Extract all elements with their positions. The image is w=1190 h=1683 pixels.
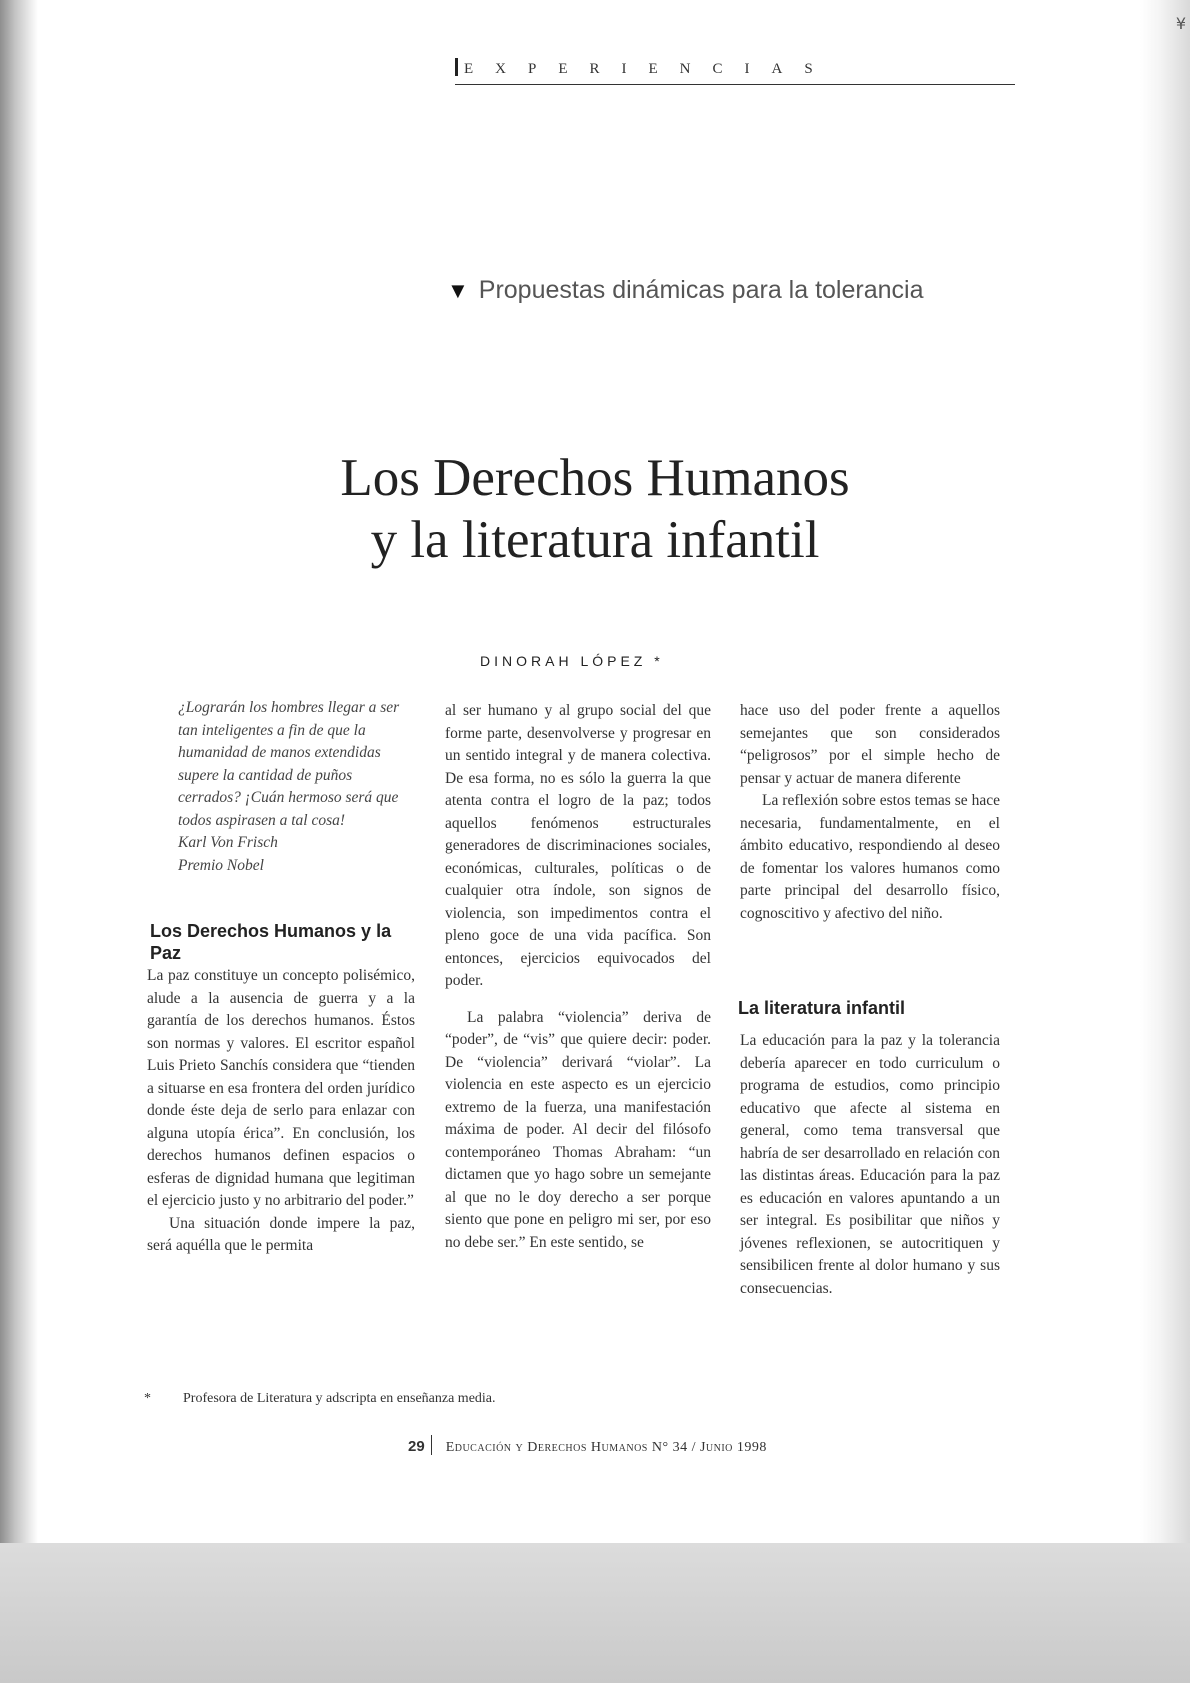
column-1 <box>147 965 415 1258</box>
scan-left-shadow <box>0 0 38 1683</box>
paragraph: hace uso del poder frente a aquellos semejantes que son considerados “peligrosos” por el simple hecho de pensar y actuar de manera diferente <box>740 702 1000 787</box>
section-header-label: EXPERIENCIAS <box>464 61 835 77</box>
section-heading-literatura-infantil: La literatura infantil <box>738 998 906 1018</box>
section-heading-derechos-paz: Los Derechos Humanos y la Paz <box>150 921 392 963</box>
paragraph: La reflexión sobre estos temas se hace necesaria, fundamentalmente, en el ámbito educativo, respondiendo al deseo de fomentar los valores humanos como parte principal del desarrollo físico, cognoscitivo y afectivo del niño. <box>740 792 1000 922</box>
column-3 <box>740 700 1000 925</box>
epigraph-quote: ¿Lograrán los hombres llegar a ser tan inteligentes a fin de que la humanidad de manos extendidas supere la cantidad de puños cerrados? ¡Cuán hermoso será que todos aspirasen a tal cosa! <box>178 699 400 829</box>
footer-separator <box>431 1435 432 1455</box>
corner-mark: ¥ <box>1175 14 1186 33</box>
paragraph: La educación para la paz y la tolerancia debería aparecer en todo curriculum o programa de estudios, como principio educativo que afecte al sistema en general, como tema transversal que habría de ser desarrollado en relación con las distintas áreas. Educación para la paz es educación en valores apuntando a un ser integral. Es posibilitar que niños y jóvenes reflexionen, se autocritiquen y sensibilicen frente al dolor humano y sus consecuencias. <box>740 1032 1000 1297</box>
page-number: 29 <box>408 1438 425 1455</box>
title-line-1: Los Derechos Humanos <box>340 449 850 507</box>
title-line-2: y la literatura infantil <box>370 511 820 569</box>
epigraph-author: Karl Von Frisch <box>178 834 278 851</box>
kicker-text: Propuestas dinámicas para la tolerancia <box>478 276 924 304</box>
page-footer <box>408 1435 828 1456</box>
paragraph: La palabra “violencia” deriva de “poder”, de “vis” que quiere decir: poder. De “violencia” derivará “violar”. La violencia en este aspecto es un ejercicio extremo de la fuerza, una manifestación máxima de poder. Al decir del filósofo contemporáneo Thomas Abraham: “un dictamen que yo hago sobre un semejante al que no le doy derecho a ser porque siento que pone en peligro mi ser, por eso no debe ser.” En este sentido, se <box>445 1008 711 1251</box>
scan-bottom-band <box>0 1543 1190 1683</box>
paragraph: al ser humano y al grupo social del que forme parte, desenvolverse y progresar en un sentido integral y de manera colectiva. De esa forma, no es sólo la guerra la que atenta contra el logro de la paz; todos aquellos fenómenos estructurales generadores de discriminaciones sociales, económicas, culturales, políticas o de cualquier otra índole, son signos de violencia, son impedimentos contra el pleno goce de una vida pacífica. Son entonces, ejercicios equivocados del poder. <box>445 702 711 989</box>
section-header-bar <box>455 58 458 76</box>
footnote <box>144 1391 744 1407</box>
epigraph-credit: Premio Nobel <box>178 856 264 874</box>
epigraph <box>178 697 418 877</box>
kicker <box>447 276 1007 305</box>
triangle-down-icon: ▼ <box>447 278 469 303</box>
paragraph: La paz constituye un concepto polisémico, alude a la ausencia de guerra y a la garantía de los derechos humanos. Éstos son normas y valores. El escritor español Luis Prieto Sanchís considera que “tienden a situarse en esa frontera del orden jurídico donde éste deja de serlo para enlazar con alguna utopía érica”. En conclusión, los derechos humanos definen espacios o esferas de dignidad humana que legitiman el ejercicio justo y no arbitrario del poder.” <box>147 967 415 1209</box>
publication-info: Educación y Derechos Humanos N° 34 / Junio 1998 <box>445 1440 767 1455</box>
footnote-mark: * <box>144 1391 151 1406</box>
paragraph: Una situación donde impere la paz, será aquélla que le permita <box>147 1214 415 1254</box>
column-2 <box>445 700 711 1254</box>
section-header <box>455 58 1015 78</box>
column-3-continued <box>740 1030 1000 1300</box>
footnote-text: Profesora de Literatura y adscripta en enseñanza media. <box>183 1391 496 1406</box>
section-rule <box>455 84 1015 85</box>
article-title <box>200 447 990 571</box>
author-byline: DINORAH LÓPEZ * <box>480 653 664 669</box>
scan-right-edge <box>1140 0 1190 1543</box>
